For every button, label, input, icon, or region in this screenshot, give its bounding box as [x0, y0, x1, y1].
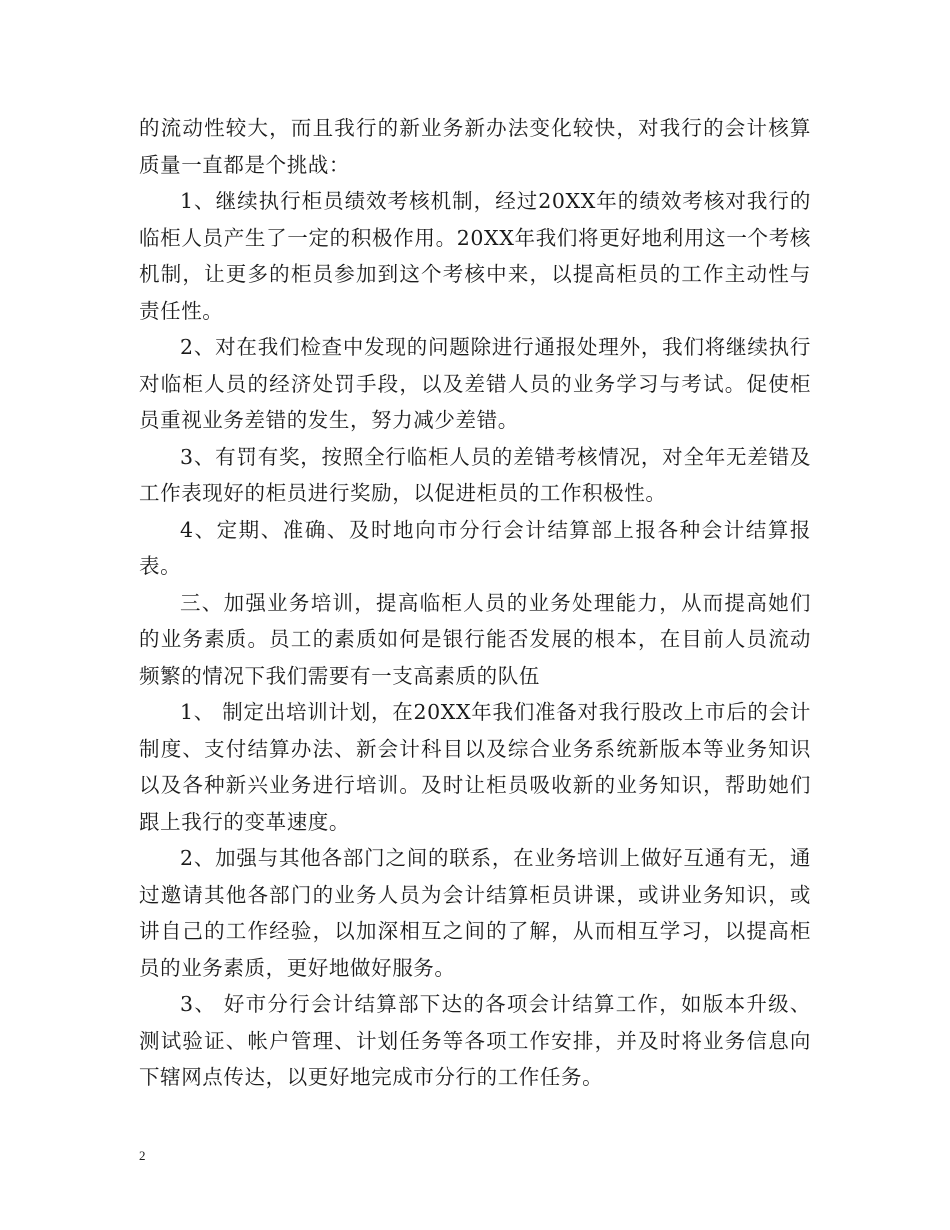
paragraph-item-4: 4、定期、准确、及时地向市分行会计结算部上报各种会计结算报表。 [139, 517, 811, 578]
paragraph-training-3: 3、 好市分行会计结算部下达的各项会计结算工作，如版本升级、测试验证、帐户管理、计划任务等各项工作安排，并及时将业务信息向下辖网点传达，以更好地完成市分行的工作任务。 [139, 992, 811, 1089]
document-body [139, 110, 811, 1096]
paragraph-item-1: 1、继续执行柜员绩效考核机制，经过20XX年的绩效考核对我行的临柜人员产生了一定的积极作用。20XX年我们将更好地利用这一个考核机制，让更多的柜员参加到这个考核中来，以提高柜员的工作主动性与责任性。 [139, 189, 811, 323]
paragraph-item-2: 2、对在我们检查中发现的问题除进行通报处理外，我们将继续执行对临柜人员的经济处罚手段，以及差错人员的业务学习与考试。促使柜员重视业务差错的发生，努力减少差错。 [139, 335, 811, 432]
section-heading-three: 三、加强业务培训，提高临柜人员的业务处理能力，从而提高她们的业务素质。员工的素质如何是银行能否发展的根本，在目前人员流动频繁的情况下我们需要有一支高素质的队伍 [139, 590, 811, 688]
paragraph-training-2: 2、加强与其他各部门之间的联系，在业务培训上做好互通有无，通过邀请其他各部门的业务人员为会计结算柜员讲课，或讲业务知识，或讲自己的工作经验，以加深相互之间的了解，从而相互学习，以提高柜员的业务素质，更好地做好服务。 [139, 846, 811, 980]
page-number: 2 [139, 1148, 146, 1163]
paragraph-continuation: 的流动性较大，而且我行的新业务新办法变化较快，对我行的会计核算质量一直都是个挑战： [139, 116, 811, 177]
paragraph-training-1: 1、 制定出培训计划，在20XX年我们准备对我行股改上市后的会计制度、支付结算办法、新会计科目以及综合业务系统新版本等业务知识以及各种新兴业务进行培训。及时让柜员吸收新的业务知识，帮助她们跟上我行的变革速度。 [139, 700, 811, 834]
paragraph-item-3: 3、有罚有奖，按照全行临柜人员的差错考核情况，对全年无差错及工作表现好的柜员进行奖励，以促进柜员的工作积极性。 [139, 444, 811, 505]
